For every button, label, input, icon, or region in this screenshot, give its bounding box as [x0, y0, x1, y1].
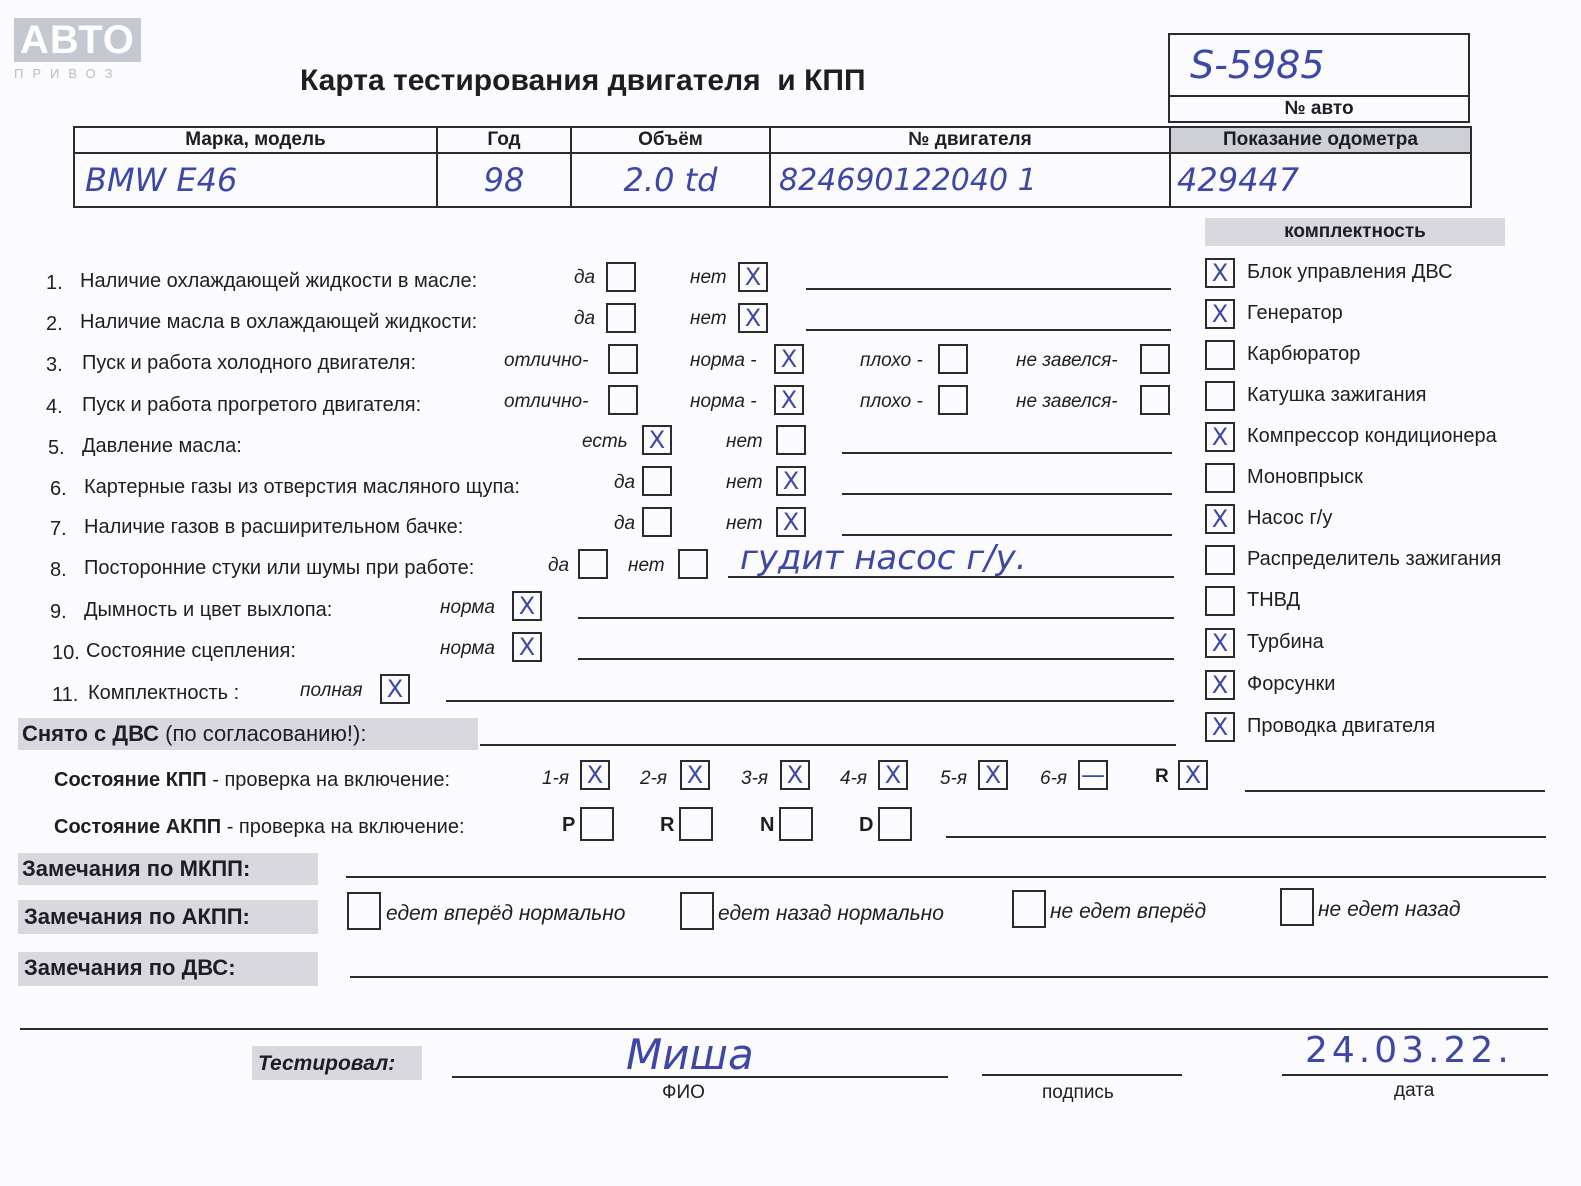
checkbox[interactable] — [1205, 258, 1235, 288]
akpp-remark-checkbox[interactable] — [1280, 888, 1314, 926]
akpp-mark-icon — [681, 809, 711, 839]
check-mark-icon: X — [1211, 671, 1229, 699]
kpp-line[interactable] — [1245, 790, 1545, 792]
header-value-year: 98 — [483, 161, 525, 199]
option-label: да — [574, 308, 596, 329]
option-label: есть — [582, 431, 628, 452]
car-number-label: № авто — [1169, 96, 1469, 122]
item-label: Наличие масла в охлаждающей жидкости: — [80, 311, 478, 333]
name-caption: ФИО — [662, 1082, 705, 1103]
name-line[interactable] — [452, 1076, 948, 1078]
checkbox[interactable] — [608, 385, 638, 415]
logo — [14, 18, 141, 81]
check-mark-icon: X — [1211, 629, 1229, 657]
option-label: нет — [690, 267, 727, 288]
answer-line[interactable] — [842, 493, 1172, 495]
checkbox[interactable] — [1140, 344, 1170, 374]
completeness-label: ТНВД — [1247, 589, 1301, 611]
header-value-odometer-cell[interactable] — [1170, 153, 1471, 207]
gear-mark-icon: X — [786, 761, 804, 789]
header-value-engine-number: 824690122040 1 — [779, 162, 1037, 198]
answer-line[interactable] — [806, 288, 1171, 290]
checkbox[interactable] — [1205, 628, 1235, 658]
completeness-label: Карбюратор — [1247, 343, 1361, 365]
signature-line[interactable] — [982, 1074, 1182, 1076]
check-mark-icon: X — [1211, 300, 1229, 328]
checkbox[interactable] — [578, 549, 608, 579]
check-mark-icon — [608, 305, 634, 331]
checkbox[interactable] — [642, 507, 672, 537]
gear-label: 1-я — [542, 768, 570, 789]
item-label: Состояние сцепления: — [86, 640, 296, 662]
checkbox[interactable] — [1205, 545, 1235, 575]
checkbox[interactable] — [512, 632, 542, 662]
gear-checkbox[interactable] — [1178, 760, 1208, 790]
item-label: Посторонние стуки или шумы при работе: — [84, 557, 475, 579]
checkbox[interactable] — [776, 507, 806, 537]
check-mark-icon: X — [1211, 423, 1229, 451]
gear-checkbox[interactable] — [580, 760, 610, 790]
completeness-label: Форсунки — [1247, 673, 1336, 695]
removed-label-bold: Снято с ДВС — [22, 721, 160, 746]
checkbox[interactable] — [1205, 670, 1235, 700]
check-mark-icon: X — [782, 467, 800, 495]
dvs-remarks-label: Замечания по ДВС: — [24, 955, 236, 980]
tested-name: Миша — [626, 1030, 754, 1079]
header-col-year: Год — [437, 127, 571, 153]
check-mark-icon — [680, 551, 706, 577]
check-mark-icon — [1207, 465, 1233, 491]
option-label: нет — [726, 472, 763, 493]
akpp-remark-option: едет вперёд нормально — [386, 902, 626, 925]
option-label: нет — [726, 431, 763, 452]
kpp-label-bold: Состояние КПП — [54, 769, 207, 791]
akpp-mode-label: R — [660, 814, 675, 836]
akpp-mode-label: N — [760, 814, 775, 836]
header-value-volume-cell[interactable] — [571, 153, 770, 207]
gear-mark-icon: X — [686, 761, 704, 789]
check-mark-icon — [610, 387, 636, 413]
removed-line[interactable] — [480, 744, 1176, 746]
check-mark-icon: X — [1211, 713, 1229, 741]
item-number: 7. — [50, 518, 67, 540]
akpp-mark-icon — [880, 809, 910, 839]
check-mark-icon: X — [744, 263, 762, 291]
item-label: Пуск и работа прогретого двигателя: — [82, 394, 422, 416]
check-mark-icon — [644, 468, 670, 494]
checkbox[interactable] — [642, 425, 672, 455]
checkbox[interactable] — [738, 262, 768, 292]
checkbox[interactable] — [938, 385, 968, 415]
akpp-mode-checkbox[interactable] — [580, 807, 614, 841]
completeness-label: Насос г/у — [1247, 507, 1333, 529]
kpp-label — [54, 769, 450, 792]
akpp-mode-checkbox[interactable] — [779, 807, 813, 841]
completeness-label: Компрессор кондиционера — [1247, 425, 1497, 447]
completeness-label: Распределитель зажигания — [1247, 548, 1502, 570]
completeness-label: Катушка зажигания — [1247, 384, 1427, 406]
gear-label: R — [1155, 766, 1169, 787]
checkbox[interactable] — [1205, 340, 1235, 370]
header-value-model: BMW E46 — [85, 161, 238, 199]
item-label: Наличие газов в расширительном бачке: — [84, 516, 464, 538]
check-mark-icon: X — [780, 345, 798, 373]
option-label: плохо - — [860, 391, 923, 412]
check-mark-icon — [610, 346, 636, 372]
item-note: гудит насос г/у. — [740, 538, 1027, 578]
checkbox[interactable] — [1205, 422, 1235, 452]
page-title: Карта тестирования двигателя и КПП — [300, 64, 866, 97]
checkbox[interactable] — [1205, 504, 1235, 534]
gear-mark-icon: — — [1081, 761, 1105, 789]
header-col-model: Марка, модель — [74, 127, 437, 153]
checkbox[interactable] — [380, 674, 410, 704]
check-mark-icon — [1207, 588, 1233, 614]
header-col-odometer: Показание одометра — [1170, 127, 1471, 153]
akpp-remark-option: едет назад нормально — [718, 902, 944, 925]
answer-line[interactable] — [446, 700, 1174, 702]
check-mark-icon — [778, 427, 804, 453]
completeness-label: Моновпрыск — [1247, 466, 1363, 488]
date-caption: дата — [1394, 1080, 1435, 1101]
check-mark-icon: X — [744, 304, 762, 332]
checkbox[interactable] — [738, 303, 768, 333]
check-mark-icon — [644, 509, 670, 535]
gear-checkbox[interactable] — [1078, 760, 1108, 790]
checkbox[interactable] — [774, 344, 804, 374]
completeness-label: Блок управления ДВС — [1247, 261, 1453, 283]
item-number: 4. — [46, 396, 63, 418]
header-value-engine-cell[interactable] — [770, 153, 1170, 207]
mkpp-remarks-label: Замечания по МКПП: — [22, 856, 251, 881]
option-label: да — [614, 513, 636, 534]
checkbox[interactable] — [678, 549, 708, 579]
akpp-remark-checkbox[interactable] — [1012, 890, 1046, 928]
akpp-mode-checkbox[interactable] — [679, 807, 713, 841]
header-col-engine-number: № двигателя — [770, 127, 1170, 153]
checkbox[interactable] — [774, 385, 804, 415]
option-label: отлично- — [504, 350, 589, 371]
car-number-box — [1168, 33, 1470, 123]
option-label: отлично- — [504, 391, 589, 412]
mkpp-remarks-line[interactable] — [346, 876, 1546, 878]
answer-line[interactable] — [578, 658, 1174, 660]
check-mark-icon — [1207, 547, 1233, 573]
gear-label: 3-я — [741, 768, 769, 789]
check-mark-icon — [608, 264, 634, 290]
item-label: Наличие охлаждающей жидкости в масле: — [80, 270, 478, 292]
akpp-remark-checkbox[interactable] — [347, 892, 381, 930]
checkbox[interactable] — [606, 303, 636, 333]
gear-checkbox[interactable] — [780, 760, 810, 790]
akpp-mark-icon — [781, 809, 811, 839]
akpp-label-rest: - проверка на включение: — [221, 816, 465, 838]
gear-label: 5-я — [940, 768, 968, 789]
option-label: плохо - — [860, 350, 923, 371]
completeness-title: комплектность — [1205, 218, 1505, 246]
option-label: норма — [440, 597, 495, 618]
checkbox[interactable] — [1205, 381, 1235, 411]
completeness-label: Турбина — [1247, 631, 1324, 653]
option-label: не завелся- — [1016, 391, 1118, 412]
akpp-remark-option: не едет вперёд — [1050, 900, 1207, 923]
checkbox[interactable] — [776, 425, 806, 455]
checkbox[interactable] — [1205, 586, 1235, 616]
check-mark-icon: X — [518, 633, 536, 661]
gear-mark-icon: X — [984, 761, 1002, 789]
akpp-mark-icon — [582, 809, 612, 839]
option-label: полная — [300, 680, 363, 701]
item-number: 1. — [46, 272, 63, 294]
answer-line[interactable] — [728, 576, 1174, 578]
option-label: нет — [690, 308, 727, 329]
checkbox[interactable] — [776, 466, 806, 496]
check-mark-icon — [1207, 342, 1233, 368]
check-mark-icon — [940, 346, 966, 372]
item-number: 10. — [52, 642, 80, 664]
checkbox[interactable] — [642, 466, 672, 496]
header-value-year-cell[interactable] — [437, 153, 571, 207]
option-label: не завелся- — [1016, 350, 1118, 371]
gear-mark-icon: X — [884, 761, 902, 789]
checkbox[interactable] — [608, 344, 638, 374]
option-label: да — [614, 472, 636, 493]
completeness-label: Проводка двигателя — [1247, 715, 1436, 737]
item-label: Пуск и работа холодного двигателя: — [82, 352, 417, 374]
checkbox[interactable] — [606, 262, 636, 292]
gear-mark-icon: X — [586, 761, 604, 789]
signature-caption: подпись — [1042, 1082, 1114, 1103]
akpp-remarks-label: Замечания по АКПП: — [24, 904, 250, 929]
akpp-mode-checkbox[interactable] — [878, 807, 912, 841]
removed-label-rest: (по согласованию!): — [159, 721, 367, 746]
car-number-cell[interactable] — [1169, 34, 1469, 96]
option-label: да — [548, 555, 570, 576]
checkbox[interactable] — [1205, 712, 1235, 742]
answer-line[interactable] — [842, 452, 1172, 454]
dvs-remarks-line[interactable] — [350, 976, 1548, 978]
check-mark-icon — [940, 387, 966, 413]
item-number: 3. — [46, 354, 63, 376]
akpp-label-bold: Состояние АКПП — [54, 816, 222, 838]
item-number: 9. — [50, 601, 67, 623]
item-label: Давление масла: — [82, 435, 242, 457]
answer-line[interactable] — [842, 534, 1172, 536]
item-number: 11. — [52, 684, 79, 706]
gear-label: 4-я — [840, 768, 868, 789]
akpp-mode-label: P — [562, 814, 576, 836]
item-label: Дымность и цвет выхлопа: — [84, 599, 333, 621]
removed-label — [22, 721, 366, 747]
gear-checkbox[interactable] — [978, 760, 1008, 790]
header-col-volume: Объём — [571, 127, 770, 153]
check-mark-icon: X — [518, 592, 536, 620]
checkbox[interactable] — [938, 344, 968, 374]
item-number: 5. — [48, 437, 65, 459]
gear-checkbox[interactable] — [680, 760, 710, 790]
header-table — [73, 126, 1472, 208]
check-mark-icon — [1142, 387, 1168, 413]
item-number: 8. — [50, 559, 67, 581]
check-mark-icon — [1142, 346, 1168, 372]
check-mark-icon: X — [1211, 505, 1229, 533]
check-mark-icon — [1207, 383, 1233, 409]
gear-checkbox[interactable] — [878, 760, 908, 790]
check-mark-icon: X — [386, 675, 404, 703]
check-mark-icon: X — [780, 386, 798, 414]
check-mark-icon: X — [648, 426, 666, 454]
check-mark-icon: X — [782, 508, 800, 536]
logo-main: АВТО — [14, 18, 141, 62]
kpp-label-rest: - проверка на включение: — [206, 769, 451, 791]
option-label: да — [574, 267, 596, 288]
checkbox[interactable] — [512, 591, 542, 621]
car-number-value: S-5985 — [1190, 43, 1325, 87]
checkbox[interactable] — [1205, 463, 1235, 493]
header-value-volume: 2.0 td — [623, 161, 718, 199]
logo-sub: ПРИВОЗ — [14, 66, 122, 81]
akpp-mode-label: D — [859, 814, 874, 836]
date-line[interactable] — [1282, 1074, 1548, 1076]
item-label: Комплектность : — [88, 682, 240, 704]
tested-label: Тестировал: — [258, 1052, 396, 1075]
akpp-label — [54, 816, 465, 839]
header-value-model-cell[interactable] — [74, 153, 437, 207]
item-label: Картерные газы из отверстия масляного щупа: — [84, 476, 520, 498]
tested-date: 24.03.22. — [1305, 1030, 1513, 1071]
option-label: норма — [440, 638, 495, 659]
header-value-odometer: 429447 — [1177, 161, 1300, 199]
akpp-line[interactable] — [946, 836, 1546, 838]
item-number: 2. — [46, 313, 63, 335]
checkbox[interactable] — [1205, 299, 1235, 329]
gear-label: 2-я — [640, 768, 668, 789]
akpp-remark-checkbox[interactable] — [680, 892, 714, 930]
item-number: 6. — [50, 478, 67, 500]
option-label: норма - — [690, 391, 757, 412]
akpp-remark-option: не едет назад — [1318, 898, 1461, 921]
checkbox[interactable] — [1140, 385, 1170, 415]
check-mark-icon: X — [1211, 259, 1229, 287]
check-mark-icon — [580, 551, 606, 577]
gear-mark-icon: X — [1184, 761, 1202, 789]
answer-line[interactable] — [578, 617, 1174, 619]
answer-line[interactable] — [806, 329, 1171, 331]
option-label: норма - — [690, 350, 757, 371]
gear-label: 6-я — [1040, 768, 1068, 789]
completeness-label: Генератор — [1247, 302, 1343, 324]
option-label: нет — [726, 513, 763, 534]
option-label: нет — [628, 555, 665, 576]
